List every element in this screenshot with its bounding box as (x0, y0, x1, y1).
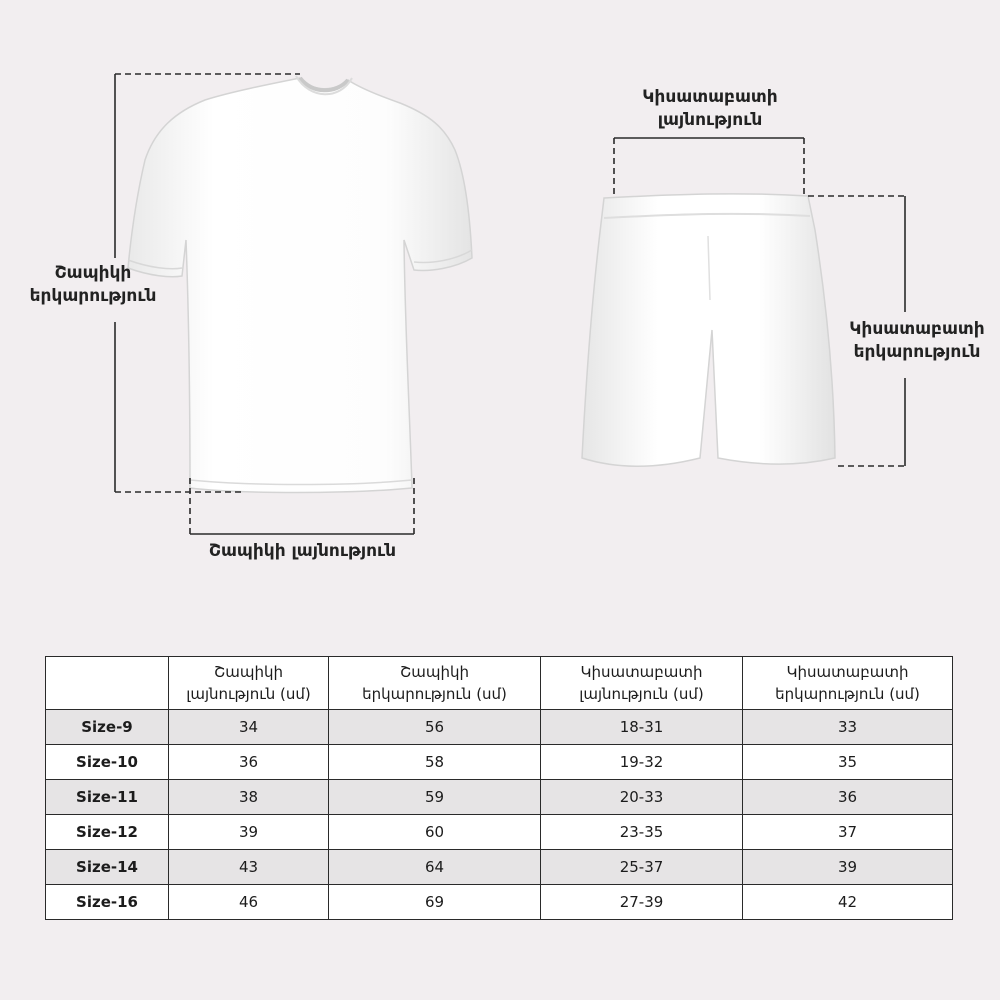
shorts-length-cell: 36 (743, 780, 953, 815)
shorts-width-label-line-1: Կիսատաբատի (642, 87, 778, 107)
size-chart-table (45, 656, 953, 920)
header-line: Շապիկի (399, 663, 470, 681)
shirt-width-cell: 39 (169, 815, 329, 850)
shorts-width-cell: 19-32 (541, 745, 743, 780)
size-cell: Size-9 (46, 710, 169, 745)
size-cell: Size-16 (46, 885, 169, 920)
table-row (46, 885, 953, 920)
size-cell: Size-10 (46, 745, 169, 780)
shirt-length-cell: 69 (329, 885, 541, 920)
header-line: Շապիկի (213, 663, 284, 681)
header-line: Կիսատաբատի (580, 663, 703, 681)
shorts-width-cell: 23-35 (541, 815, 743, 850)
table-row (46, 780, 953, 815)
shorts-length-cell: 33 (743, 710, 953, 745)
shorts-length-cell: 37 (743, 815, 953, 850)
shorts-length-label-line-2: երկարություն (853, 342, 981, 362)
shirt-width-cell: 36 (169, 745, 329, 780)
shorts-width-cell: 18-31 (541, 710, 743, 745)
shorts-width-label-line-2: լայնություն (657, 110, 763, 130)
header-cell-shirt-length (329, 657, 541, 710)
shorts-length-label-line-1: Կիսատաբատի (849, 319, 985, 339)
size-cell: Size-12 (46, 815, 169, 850)
shirt-length-cell: 58 (329, 745, 541, 780)
table-row (46, 710, 953, 745)
header-cell-shorts-width (541, 657, 743, 710)
shorts-width-cell: 27-39 (541, 885, 743, 920)
shirt-width-cell: 46 (169, 885, 329, 920)
table-row (46, 815, 953, 850)
shorts-length-cell: 42 (743, 885, 953, 920)
header-line: երկարություն (սմ) (775, 685, 920, 703)
table-header-row (46, 657, 953, 710)
header-line: Կիսատաբատի (786, 663, 909, 681)
header-cell-shirt-width (169, 657, 329, 710)
shirt-length-cell: 64 (329, 850, 541, 885)
shorts-width-label (600, 86, 820, 132)
shorts-length-label (834, 318, 1000, 364)
table-row (46, 745, 953, 780)
shorts-image (582, 194, 835, 466)
shirt-width-label: Շապիկի լայնություն (208, 541, 397, 561)
header-cell-size (46, 657, 169, 710)
header-cell-shorts-length (743, 657, 953, 710)
shorts-width-cell: 25-37 (541, 850, 743, 885)
shirt-length-cell: 59 (329, 780, 541, 815)
header-line: լայնություն (սմ) (579, 685, 704, 703)
shirt-width-cell: 43 (169, 850, 329, 885)
header-line: երկարություն (սմ) (362, 685, 507, 703)
shirt-length-cell: 60 (329, 815, 541, 850)
shirt-width-cell: 38 (169, 780, 329, 815)
shirt-length-label (8, 262, 178, 308)
shirt-length-label-line-1: Շապիկի (54, 263, 132, 283)
shorts-width-bracket (614, 138, 804, 196)
size-cell: Size-11 (46, 780, 169, 815)
shorts-width-cell: 20-33 (541, 780, 743, 815)
shorts-length-cell: 35 (743, 745, 953, 780)
header-line: լայնություն (սմ) (186, 685, 311, 703)
tshirt-image (128, 76, 472, 493)
shirt-width-cell: 34 (169, 710, 329, 745)
shirt-length-cell: 56 (329, 710, 541, 745)
shorts-length-cell: 39 (743, 850, 953, 885)
size-cell: Size-14 (46, 850, 169, 885)
table-row (46, 850, 953, 885)
shirt-length-label-line-2: երկարություն (29, 286, 157, 306)
